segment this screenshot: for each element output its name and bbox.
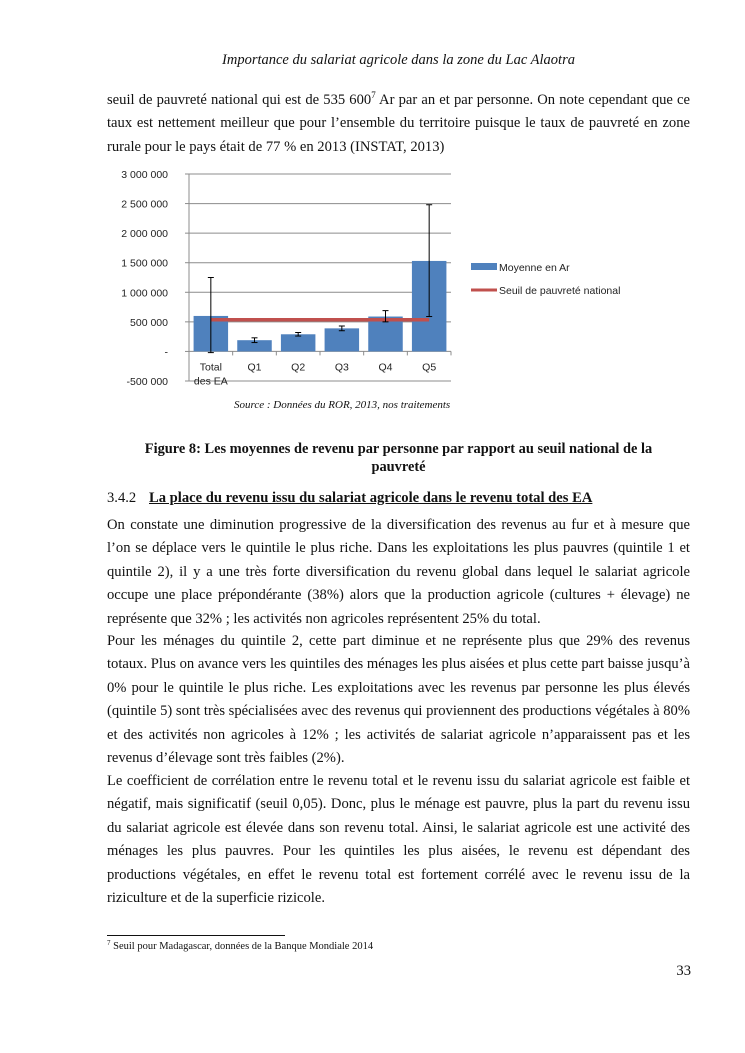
- x-category-label: Q2: [291, 361, 306, 374]
- x-category-label: Q5: [422, 361, 437, 374]
- y-tick-label: 2 000 000: [121, 228, 168, 241]
- bar: [281, 334, 315, 351]
- y-tick-label: -: [164, 346, 168, 359]
- footnote: [107, 941, 373, 952]
- intro-paragraph: [107, 89, 690, 159]
- footnote-ref[interactable]: 7: [371, 90, 376, 100]
- figure-caption: [107, 440, 690, 476]
- y-tick-label: 1 500 000: [121, 257, 168, 270]
- x-category-label: Total: [199, 361, 222, 374]
- section-heading: [107, 490, 592, 507]
- x-category-label: Q4: [378, 361, 393, 374]
- legend-label-bars: Moyenne en Ar: [499, 262, 570, 274]
- legend-bar-swatch: [471, 263, 497, 270]
- intro-text-end: Ar par an et par personne. On note cependant que ce taux est nettement meilleur que pour l’ensemble du territoire puisque le taux de pauvreté en zone rurale pour le pays était de 77 % en 2013 (INSTAT, 2013): [107, 92, 690, 155]
- y-tick-label: 500 000: [130, 316, 168, 329]
- running-header: Importance du salariat agricole dans la zone du Lac Alaotra: [222, 52, 575, 68]
- x-category-label: des EA: [193, 375, 228, 388]
- x-category-label: Q1: [247, 361, 262, 374]
- y-tick-label: 1 000 000: [121, 287, 168, 300]
- body-paragraph-2: Pour les ménages du quintile 2, cette part diminue et ne représente plus que 29% des revenus totaux. Plus on avance vers les quintiles des ménages les plus aisées et plus cette part baisse jusqu’à 0% pour le quintile le plus riche. Les exploitations avec les revenus par personne les plus élevés (quintile 5) sont très spécialisées avec des revenus qui proviennent des productions végétales à 80% et des activités non agricoles à 12% ; les activités de salariat agricole n’apparaissent pas et les revenus d’élevage sont très faibles (2%).: [107, 633, 690, 767]
- x-category-label: Q3: [334, 361, 349, 374]
- y-tick-label: 3 000 000: [121, 169, 168, 181]
- footnote-text: Seuil pour Madagascar, données de la Banque Mondiale 2014: [110, 941, 374, 952]
- legend-label-line: Seuil de pauvreté national: [499, 285, 621, 297]
- page-number: 33: [676, 963, 691, 979]
- body-paragraph-1: On constate une diminution progressive de la diversification des revenus au fur et à mesure que l’on se déplace vers le quintile le plus riche. Dans les exploitations les plus pauvres (quintile 1 et quintile 2), il y a une très forte diversification du revenu global dans lequel le salariat agricole occupe une place prépondérante (38%) alors que la production agricole (cultures + élevage) ne représente que 32% ; les activités non agricoles représentent 25% du total.: [107, 517, 690, 627]
- footnote-marker: 7: [107, 939, 111, 947]
- body-paragraph-3: Le coefficient de corrélation entre le revenu total et le revenu issu du salariat agricole est faible et négatif, mais significatif (seuil 0,05). Donc, plus le ménage est pauvre, plus la part du revenu issu du salariat agricole est élevée dans son revenu total. Ainsi, le salariat agricole est une activité des ménages les plus pauvres. Pour les quintiles les plus aisées, le revenu est dépendant des productions végétales, en effet le revenu total est fortement corrélé avec le revenu issu de la riziculture et de la superficie rizicole.: [107, 773, 690, 907]
- bar: [325, 328, 359, 351]
- bar-chart: [108, 164, 648, 394]
- section-title: La place du revenu issu du salariat agricole dans le revenu total des EA: [149, 490, 593, 506]
- figure-source: Source : Données du ROR, 2013, nos traitements: [234, 399, 451, 411]
- y-tick-label: 2 500 000: [121, 198, 168, 211]
- y-tick-label: -500 000: [126, 376, 168, 388]
- section-number: 3.4.2: [107, 490, 137, 506]
- footnote-divider: [107, 935, 285, 936]
- figure-caption-line-2: pauvreté: [371, 459, 426, 475]
- intro-text-start: seuil de pauvreté national qui est de 535 600: [107, 92, 372, 108]
- figure-caption-line-1: Figure 8: Les moyennes de revenu par personne par rapport au seuil national de la: [144, 441, 653, 457]
